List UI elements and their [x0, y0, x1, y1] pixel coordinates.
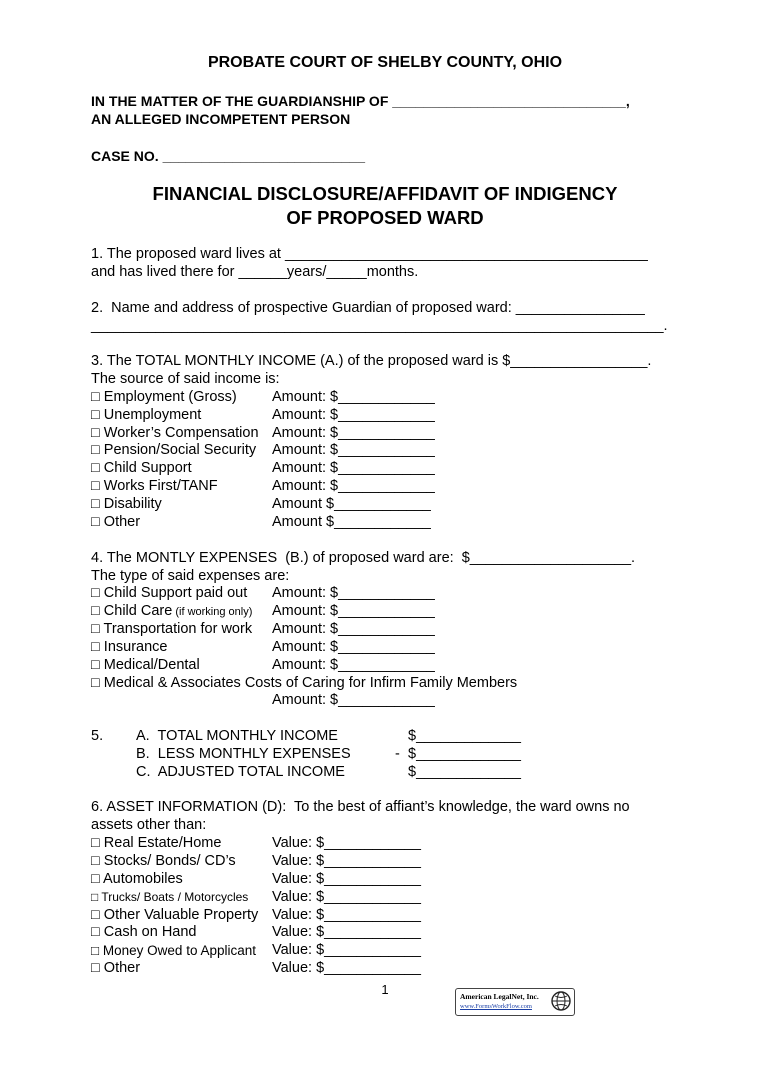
asset-item-value: Value: $____________	[272, 889, 421, 905]
income-item-label: □ Child Support	[91, 460, 192, 476]
asset-item-label: □ Money Owed to Applicant	[91, 943, 256, 958]
expense-medical-associates-label: □ Medical & Associates Costs of Caring for Infirm Family Members	[91, 675, 518, 691]
expense-item-amount: Amount: $____________	[272, 657, 435, 673]
expense-medical-associates-amount: Amount: $____________	[272, 692, 435, 708]
income-item-amount: Amount: $____________	[272, 425, 435, 441]
expense-item-label	[91, 603, 252, 619]
income-item-amount: Amount: $____________	[272, 460, 435, 476]
expense-item-label: □ Child Support paid out	[91, 585, 248, 601]
income-item-amount: Amount: $____________	[272, 389, 435, 405]
document-title-line-1: FINANCIAL DISCLOSURE/AFFIDAVIT OF INDIGENCY	[152, 183, 618, 204]
section-5-row-label: A. TOTAL MONTHLY INCOME	[136, 728, 338, 744]
section-4-total-expenses: 4. The MONTLY EXPENSES (B.) of proposed ward are: $____________________.	[91, 550, 636, 566]
income-item-label: □ Disability	[91, 496, 162, 512]
income-item-amount: Amount: $____________	[272, 442, 435, 458]
asset-item-label: □ Other Valuable Property	[91, 907, 259, 923]
section-5-number: 5.	[91, 728, 104, 744]
expense-item-amount: Amount: $____________	[272, 621, 435, 637]
income-item-label: □ Pension/Social Security	[91, 442, 257, 458]
section-1-duration: and has lived there for ______years/_____months.	[91, 264, 419, 280]
section-3-income-source-heading: The source of said income is:	[91, 371, 280, 387]
asset-item-value: Value: $____________	[272, 960, 421, 976]
expense-item-label-note: (if working only)	[172, 606, 253, 618]
asset-item-value: Value: $____________	[272, 835, 421, 851]
income-item-amount: Amount: $____________	[272, 407, 435, 423]
asset-item-value: Value: $____________	[272, 907, 421, 923]
expense-item-amount: Amount: $____________	[272, 639, 435, 655]
expense-item-label: □ Transportation for work	[91, 621, 253, 637]
income-item-label: □ Employment (Gross)	[91, 389, 237, 405]
asset-item-label: □ Stocks/ Bonds/ CD’s	[91, 853, 236, 869]
section-2-guardian: 2. Name and address of prospective Guardian of proposed ward: ________________	[91, 300, 645, 316]
court-title: PROBATE COURT OF SHELBY COUNTY, OHIO	[207, 54, 563, 71]
section-5-row-label: B. LESS MONTHLY EXPENSES	[136, 746, 351, 762]
footer-logo[interactable]	[455, 988, 575, 1016]
document-title-line-2: OF PROPOSED WARD	[286, 207, 484, 228]
section-5-row-value: $_____________	[408, 764, 521, 780]
section-5-row-value: $_____________	[408, 728, 521, 744]
page-number: 1	[381, 982, 389, 997]
income-item-label: □ Worker’s Compensation	[91, 425, 259, 441]
logo-website-link[interactable]: www.FormsWorkFlow.com	[460, 1003, 532, 1010]
globe-icon	[550, 990, 572, 1012]
asset-item-label: □ Other	[91, 960, 141, 976]
expense-item-label-text: □ Child Care	[91, 603, 173, 619]
expense-item-amount: Amount: $____________	[272, 603, 435, 619]
income-item-amount: Amount $____________	[272, 496, 431, 512]
asset-item-value: Value: $____________	[272, 942, 421, 958]
section-5-minus-sign: -	[395, 746, 400, 762]
income-item-label: □ Works First/TANF	[91, 478, 218, 494]
asset-item-label: □ Trucks/ Boats / Motorcycles	[91, 890, 249, 904]
alleged-line: AN ALLEGED INCOMPETENT PERSON	[91, 111, 351, 127]
asset-item-label: □ Real Estate/Home	[91, 835, 222, 851]
section-3-total-income: 3. The TOTAL MONTHLY INCOME (A.) of the proposed ward is $_________________.	[91, 353, 652, 369]
section-1-residence: 1. The proposed ward lives at _____________________________________________	[91, 246, 648, 262]
expense-item-label: □ Medical/Dental	[91, 657, 200, 673]
asset-item-label: □ Automobiles	[91, 871, 183, 887]
asset-item-value: Value: $____________	[272, 871, 421, 887]
section-5-row-value: $_____________	[408, 746, 521, 762]
section-4-expense-type-heading: The type of said expenses are:	[91, 568, 290, 584]
section-5-row-label: C. ADJUSTED TOTAL INCOME	[136, 764, 345, 780]
section-6-asset-info: 6. ASSET INFORMATION (D): To the best of affiant’s knowledge, the ward owns no	[91, 799, 630, 815]
expense-item-amount: Amount: $____________	[272, 585, 435, 601]
section-6-asset-info-cont: assets other than:	[91, 817, 207, 833]
income-item-label: □ Other	[91, 514, 141, 530]
case-number-line: CASE NO. __________________________	[91, 148, 366, 164]
income-item-amount: Amount $____________	[272, 514, 431, 530]
income-item-amount: Amount: $____________	[272, 478, 435, 494]
section-2-address-line: _______________________________________________________________________.	[91, 318, 668, 334]
income-item-label: □ Unemployment	[91, 407, 202, 423]
expense-item-label: □ Insurance	[91, 639, 168, 655]
matter-line: IN THE MATTER OF THE GUARDIANSHIP OF ______________________________,	[91, 93, 630, 109]
logo-company-name: American LegalNet, Inc.	[460, 992, 539, 1001]
asset-item-label: □ Cash on Hand	[91, 924, 197, 940]
asset-item-value: Value: $____________	[272, 924, 421, 940]
asset-item-value: Value: $____________	[272, 853, 421, 869]
